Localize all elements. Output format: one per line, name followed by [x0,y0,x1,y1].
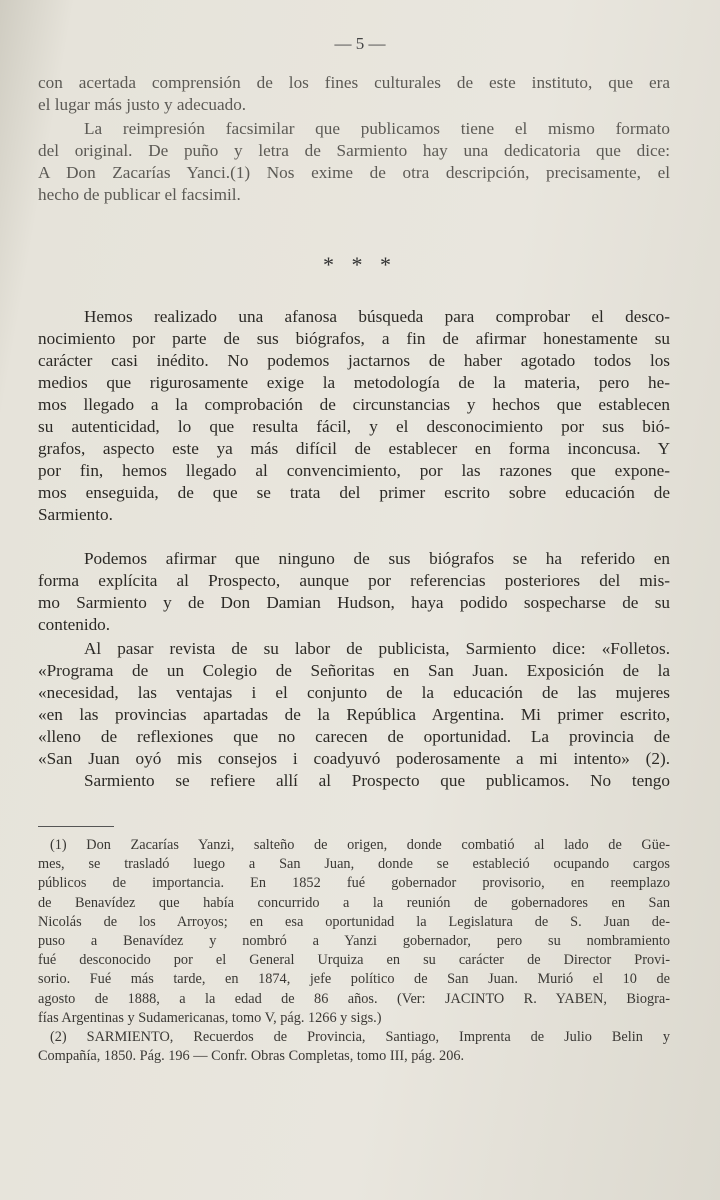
text-line: mo Sarmiento y de Don Damian Hudson, haya podido sospecharse de su [38,593,670,612]
text-line: nocimiento por parte de sus biógrafos, a fin de afirmar honestamente su [38,329,670,348]
text-line: «San Juan oyó mis consejos i coadyuvó poderosamente a mi intento» (2). [38,749,670,768]
text-line: Al pasar revista de su labor de publicista, Sarmiento dice: «Folletos. [84,639,670,658]
text-line: «lleno de reflexiones que no carecen de oportunidad. La provincia de [38,727,670,746]
footnote-line: de Benavídez que había concurrido a la reunión de gobernadores en San [38,894,670,911]
paragraph-facsimile [38,118,670,206]
text-line: hecho de publicar el facsimil. [38,185,241,204]
text-line: La reimpresión facsimilar que publicamos tiene el mismo formato [84,119,670,138]
text-line: forma explícita al Prospecto, aunque por referencias posteriores del mis- [38,571,670,590]
text-line: Hemos realizado una afanosa búsqueda para comprobar el desco- [84,307,670,326]
text-line: «en las provincias apartadas de la República Argentina. Mi primer escrito, [38,705,670,724]
page-number: — 5 — [334,34,386,53]
text-line: grafos, aspecto este ya más difícil de establecer en forma inconcusa. Y [38,439,670,458]
text-line: contenido. [38,615,111,634]
text-line: «Programa de un Colegio de Señoritas en San Juan. Exposición de la [38,661,670,680]
text-line: del original. De puño y letra de Sarmiento hay una dedicatoria que dice: [38,141,670,160]
section-separator: * * * [323,252,397,277]
paragraph-quote [38,638,670,792]
text-line: Sarmiento. [38,505,113,524]
paragraph-search [38,306,670,526]
text-line: por fin, hemos llegado al convencimiento, por las razones que expone- [38,461,670,480]
text-line: mos llegado a la comprobación de circunstancias y hechos que establecen [38,395,670,414]
paragraph-biographers [38,548,670,636]
footnote-line: puso a Benavídez y nombró a Yanzi gobernador, pero su nombramiento [38,933,670,950]
text-line: mos enseguida, de que se trata del primer escrito sobre educación de [38,483,670,502]
footnote-line: fías Argentinas y Sudamericanas, tomo V, pág. 1266 y sigs.) [38,1009,382,1026]
footnote-line: agosto de 1888, a la edad de 86 años. (Ver: JACINTO R. YABEN, Biogra- [38,990,670,1007]
footnote-line: sorio. Fué más tarde, en 1874, jefe político de San Juan. Murió el 10 de [38,971,670,988]
text-line: su autenticidad, lo que resulta fácil, y el desconocimiento por sus bió- [38,417,670,436]
text-line: medios que rigurosamente exige la metodología de la materia, pero he- [38,373,670,392]
footnote-line: públicos de importancia. En 1852 fué gobernador provisorio, en reemplazo [38,875,670,892]
footnote-line: Nicolás de los Arroyos; en esa oportunidad la Legislatura de S. Juan de- [38,913,670,930]
footnote-line: (1) Don Zacarías Yanzi, salteño de origen, donde combatió al lado de Güe- [50,837,670,853]
footnote-line: Compañía, 1850. Pág. 196 — Confr. Obras Completas, tomo III, pág. 206. [38,1048,465,1065]
footnote-rule [38,826,114,827]
top-text [38,72,670,116]
footnote-line: mes, se trasladó luego a San Juan, donde se estableció ocupando cargos [38,856,670,873]
footnotes [38,836,670,1066]
text-line: carácter casi inédito. No podemos jactarnos de haber agotado todos los [38,351,670,370]
footnote-line: fué desconocido por el General Urquiza en su carácter de Director Provi- [38,952,670,969]
text-line: «necesidad, las ventajas i el conjunto de la educación de las mujeres [38,683,670,702]
footnote-line: (2) SARMIENTO, Recuerdos de Provincia, Santiago, Imprenta de Julio Belin y [50,1029,670,1046]
text-line: A Don Zacarías Yanci.(1) Nos exime de otra descripción, precisamente, el [38,163,670,182]
text-line: el lugar más justo y adecuado. [38,95,247,114]
text-line: Sarmiento se refiere allí al Prospecto que publicamos. No tengo [84,771,670,790]
text-line: Podemos afirmar que ninguno de sus biógrafos se ha referido en [84,549,670,568]
text-line: con acertada comprensión de los fines culturales de este instituto, que era [38,73,670,92]
